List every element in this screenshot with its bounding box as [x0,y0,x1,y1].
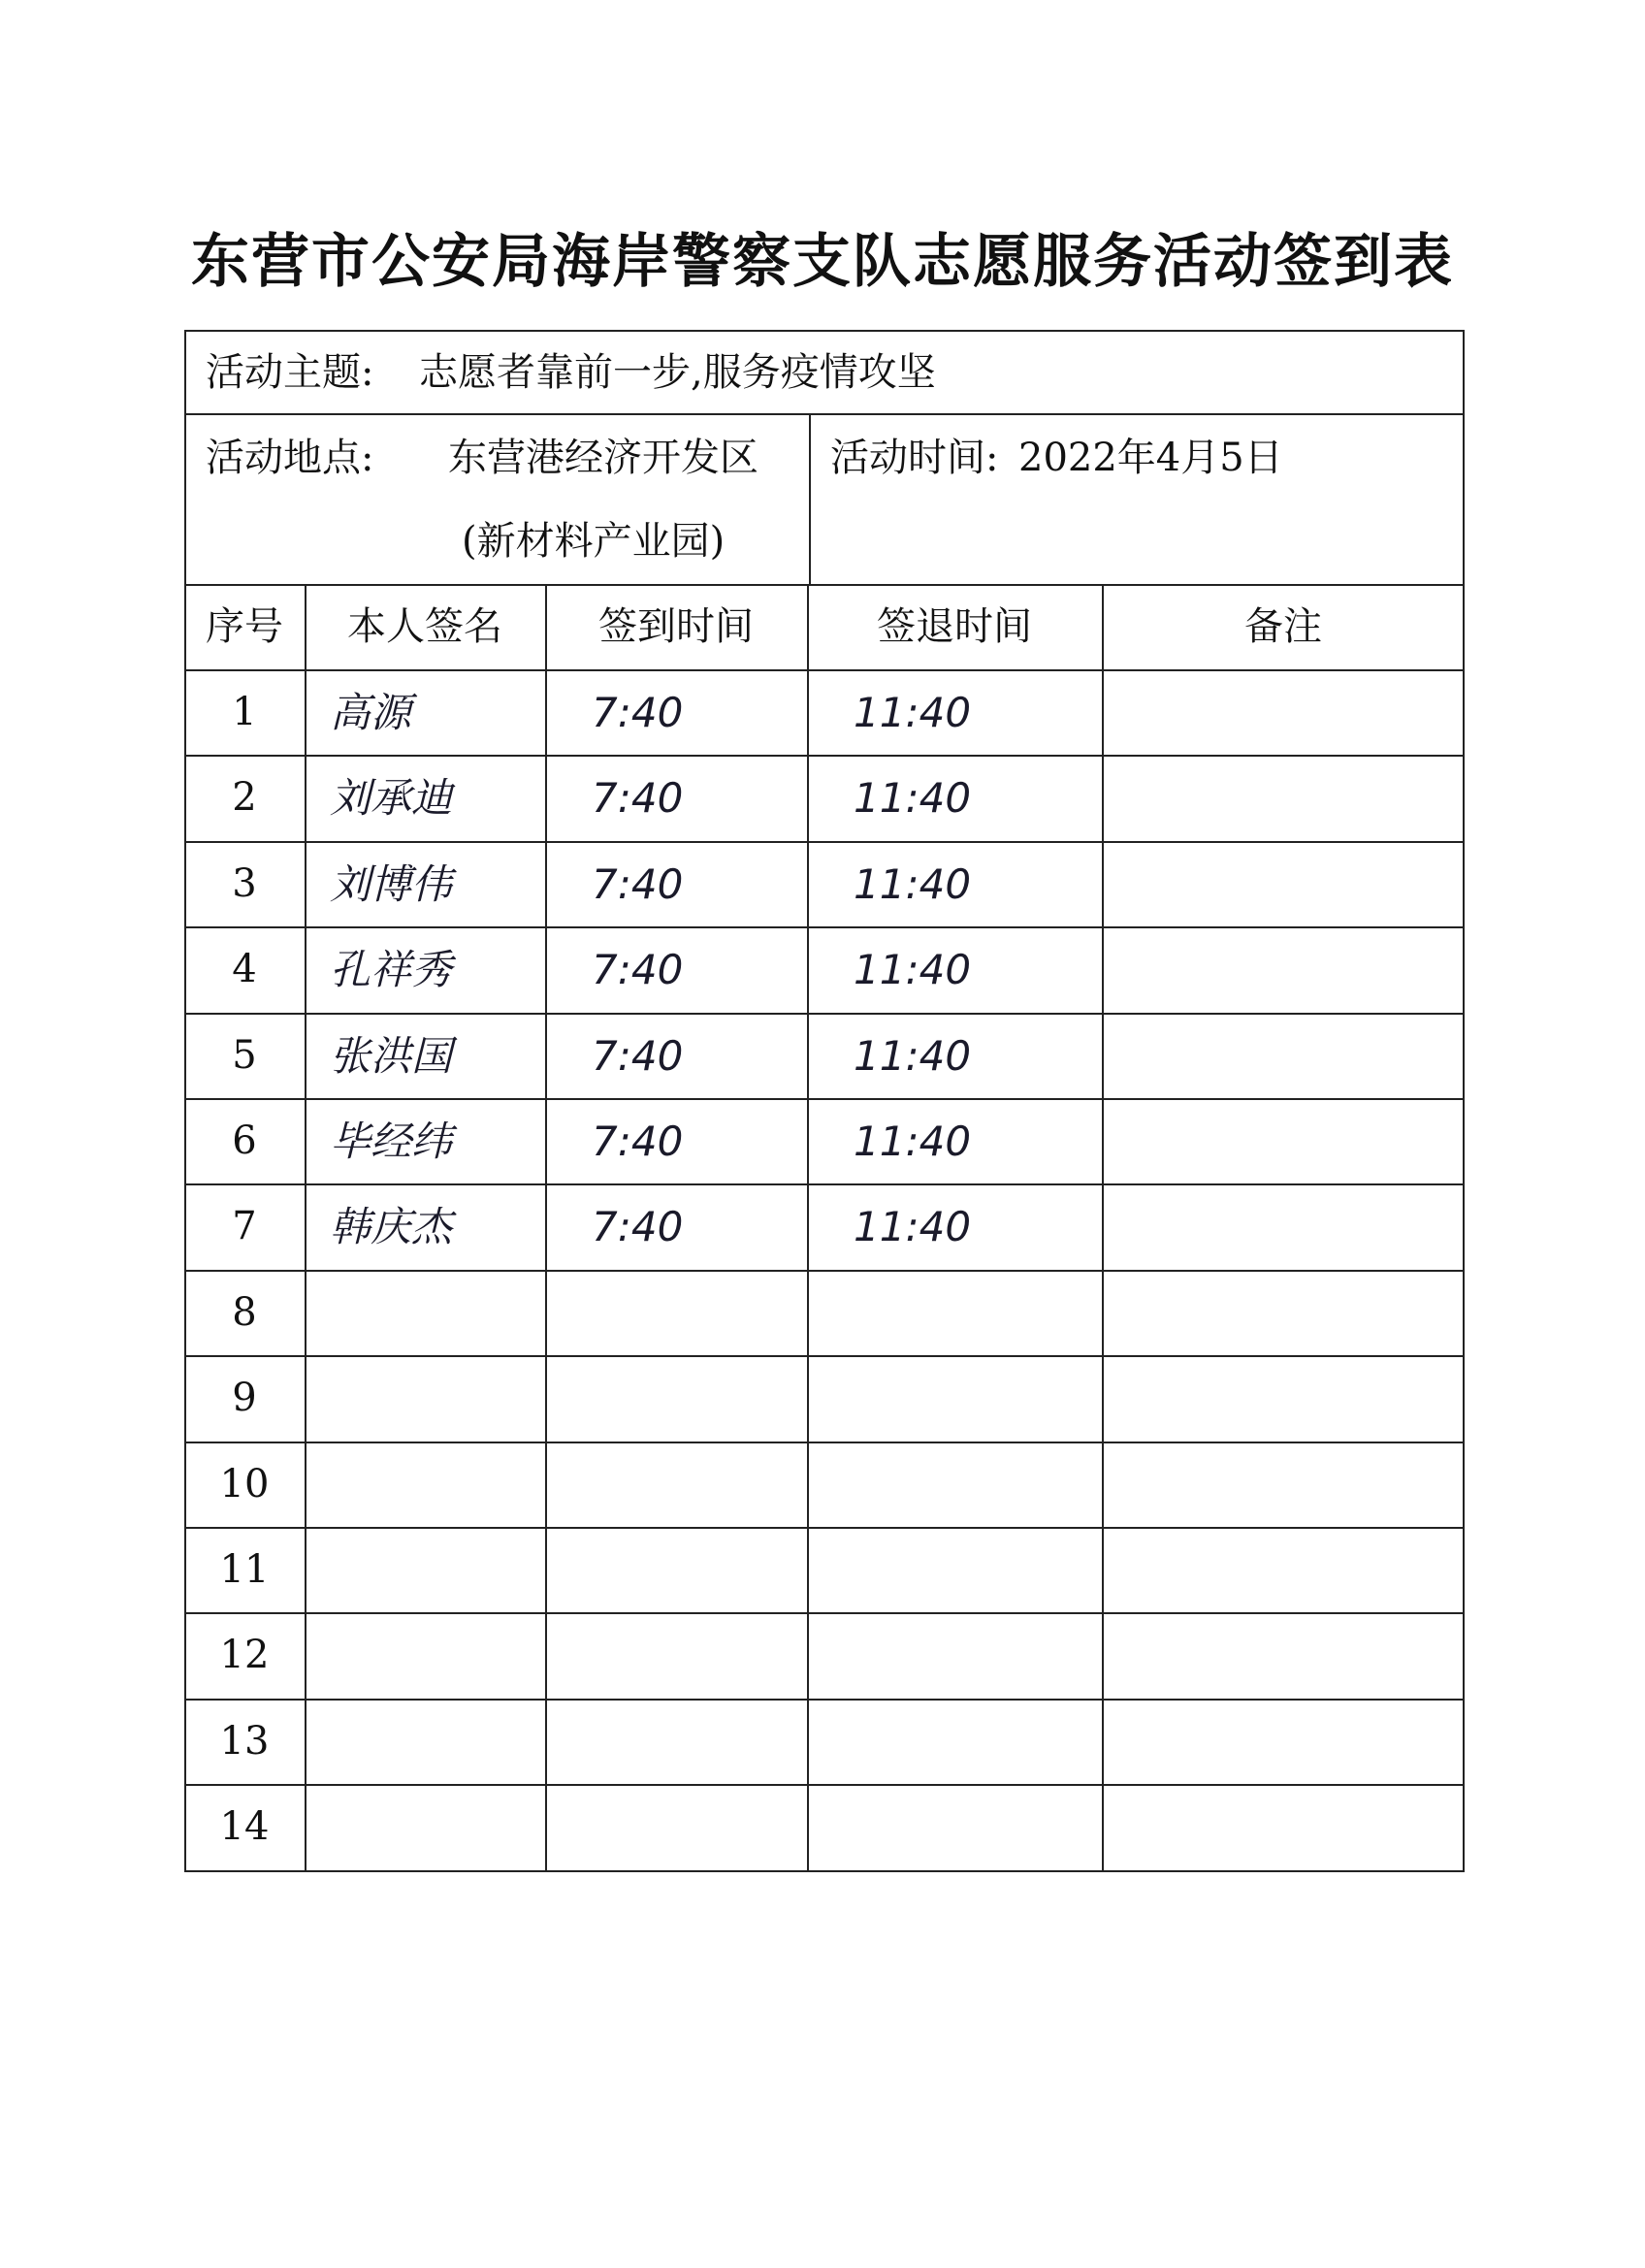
row-divider [184,1270,1465,1272]
row-number: 12 [219,1633,270,1677]
col-header-note: 备注 [1244,604,1322,649]
row-divider [184,841,1465,843]
row-divider [184,1527,1465,1529]
row-signature: 孔祥秀 [330,946,453,993]
theme-label: 活动主题: [206,350,374,395]
row-divider [184,1612,1465,1614]
row-number: 10 [219,1462,270,1507]
row-sign-in-time: 7:40 [592,1203,684,1250]
row-signature: 高源 [330,689,412,736]
row-divider [184,1098,1465,1100]
row-number: 8 [232,1290,257,1335]
location-label: 活动地点: [206,436,374,480]
row-sign-out-time: 11:40 [854,946,972,993]
row-divider [184,1355,1465,1357]
col-header-no: 序号 [206,604,283,649]
row-sign-out-time: 11:40 [854,860,972,908]
row-sign-out-time: 11:40 [854,1118,972,1165]
location-line1: 东营港经济开发区 [448,436,758,480]
row-sign-out-time: 11:40 [854,1203,972,1250]
row-divider [184,755,1465,757]
row-sign-in-time: 7:40 [592,1032,684,1080]
row-number: 13 [219,1719,270,1764]
row-divider [184,1013,1465,1015]
row-sign-out-time: 11:40 [854,774,972,822]
row-divider [184,1784,1465,1786]
row-number: 2 [232,775,257,820]
row-signature: 刘博伟 [330,860,453,908]
row-sign-in-time: 7:40 [592,689,684,736]
row-signature: 张洪国 [330,1032,453,1080]
page-title: 东营市公安局海岸警察支队志愿服务活动签到表 [191,228,1454,296]
row-number: 4 [232,947,257,991]
col-header-signature: 本人签名 [347,604,502,649]
row-number: 3 [232,861,257,906]
row-divider [184,1699,1465,1701]
theme-value: 志愿者靠前一步,服务疫情攻坚 [419,350,936,395]
sign-in-table [184,330,1465,1872]
row-divider [184,1442,1465,1443]
row-number: 6 [232,1118,257,1163]
row-number: 7 [232,1204,257,1248]
col-header-sign-out: 签退时间 [877,604,1032,649]
time-label: 活动时间: [830,436,999,480]
row-sign-in-time: 7:40 [592,1118,684,1165]
row-signature: 毕经纬 [330,1118,453,1165]
row-number: 14 [219,1804,270,1849]
row-number: 1 [232,690,257,734]
row-sign-in-time: 7:40 [592,946,684,993]
location-line2: (新材料产业园) [462,519,726,564]
col-header-sign-in: 签到时间 [598,604,754,649]
row-divider [184,1183,1465,1185]
row-number: 5 [232,1033,257,1078]
row-number: 11 [219,1547,270,1592]
row-sign-in-time: 7:40 [592,860,684,908]
row-signature: 刘承迪 [330,774,453,822]
row-sign-out-time: 11:40 [854,689,972,736]
row-number: 9 [232,1376,257,1420]
row-sign-out-time: 11:40 [854,1032,972,1080]
row-divider [184,926,1465,928]
row-sign-in-time: 7:40 [592,774,684,822]
time-value: 2022年4月5日 [1018,436,1283,480]
row-signature: 韩庆杰 [330,1203,453,1250]
